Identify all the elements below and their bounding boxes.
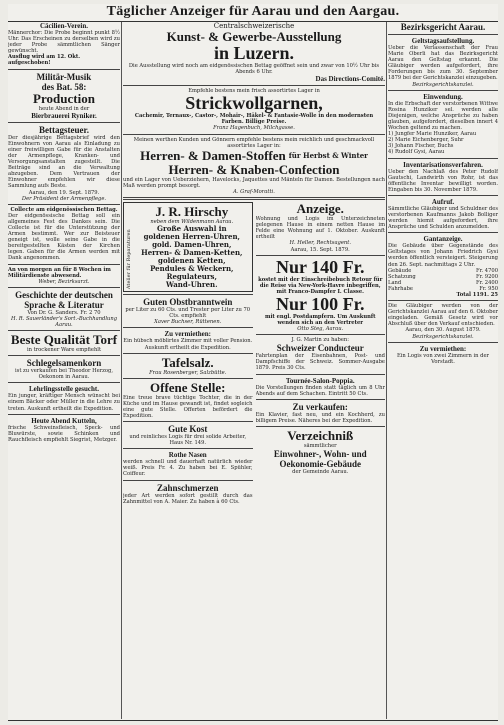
heirs-list-item: 4) Rudolf Gysi, Aarau <box>388 149 445 156</box>
anzeige-body: Wohnung und Logis im Unterzeichneten gelegenen Hause in einem netten Hause im Felde eine Wohnung auf 1. Oktober. Auskunft ertheilt <box>255 216 385 241</box>
tafelsalz-title: Tafelsalz. <box>161 354 214 370</box>
masthead: Täglicher Anzeiger für Aarau und den Aargau. <box>106 4 400 19</box>
aufruf-body: Sämmtliche Gläubiger und Schuldner des verstorbenen Kaufmanns Jakob Bolliger werden hiemit aufgefordert, ihre Ansprüche und Schulden anzumelden. <box>388 205 498 231</box>
hirschy-side: Atelier für Reparaturen <box>126 229 132 290</box>
gant-table-cell: Fr. 9200 <box>475 273 498 280</box>
kutteln-title: Heute Abend Kutteln, <box>31 416 97 425</box>
bezirk-title: Bezirksgericht Aarau. <box>400 22 486 32</box>
column-divider <box>121 22 122 719</box>
expo-body: Die Ausstellung wird noch am eidgenössischen Bettag geöffnet sein und zwar von 10½ Uhr bis Abends 6 Uhr. <box>128 63 380 76</box>
gelt-sign: Bezirksgerichtskanzlei. <box>412 81 474 88</box>
heirs-list <box>388 131 498 155</box>
newspaper-page <box>8 4 498 721</box>
herren-sign: A. Graf-Moratti. <box>233 188 275 195</box>
confirm-sign: Bezirksgerichtskanzlei. <box>412 333 474 340</box>
erbschaft-title: Einwendung. <box>423 92 463 101</box>
zahnschmerz-title: Zahnschmerzen <box>157 482 219 493</box>
gant-table-cell: Fr. 4700 <box>475 267 498 274</box>
schlegel-body: ist zu verkaufen bei Theodor Herzog, Oekonom in Aarau. <box>15 368 113 381</box>
obstwein-body: per Liter zu 60 Cts. und Trester per Liter zu 70 Cts. empfiehlt <box>125 307 251 320</box>
bottom-rule <box>8 720 498 721</box>
verkaufen-title: Zu verkaufen: <box>292 401 348 412</box>
hirschy-list-item: Wand-Uhren. <box>166 280 218 290</box>
bettag-body: Der diesjährige Bettagsbrief wird den Einwohnern von Aarau als Einladung zu einer freiwilligen Gabe für die Anstalten der Armenpflege, Kranken- und Versorgungsanstalten zugestellt. Die Beiträge sind an die Verwaltung abzugeben. Dem Vertrauen der Einwohner empfehlen wir diese Sammlung aufs Beste. <box>8 134 120 190</box>
hirschy-list-item: Große Auswahl in <box>157 224 227 234</box>
lehrling-body: Ein junger, kräftiger Mensch wünscht bei einem Bäcker oder Müller in die Lehre zu treten. Auskunft ertheilt die Expedition. <box>8 393 120 412</box>
strick-intro: Empfehle bestens mein frisch assortirtes Lager in <box>188 88 320 95</box>
anzeige-place: Aarau, 15. Sept. 1879. <box>290 246 350 253</box>
hirschy-list-item: Herren- & Damen-Ketten, <box>141 248 243 258</box>
gant-table-cell: Fr. 950 <box>479 285 498 292</box>
militaer-title: Militär-Musik <box>36 71 92 82</box>
hirschy-list-item: goldenen Herren-Uhren, <box>143 232 240 242</box>
geschichte-pub: H. R. Sauerländer's Sort.-Buchhandlung Aarau. <box>10 315 118 328</box>
expo-title: Kunst- & Gewerbe-Ausstellung <box>166 29 342 44</box>
gant-title: Gantanzeige. <box>423 235 463 244</box>
strick-sign: Franz Hagenbuch, Milchgasse. <box>213 125 295 132</box>
confirm-body: Die Gläubiger werden von der Gerichtskanzlei Aarau auf den 6. Oktober eingeladen. Gemäß Gesetz wird vor Abschluß über den Verkauf entschieden. <box>388 303 498 328</box>
column-divider <box>386 22 387 719</box>
obstwein-sign: Xaver Buchser, Rüttenen. <box>154 319 222 326</box>
column-center <box>123 22 385 719</box>
expo-head: Centralschweizerische <box>213 22 295 30</box>
anzeige-title: Anzeige. <box>296 202 344 217</box>
caecilien-note: Ausflug wird am 12. Okt. aufgeschoben! <box>8 54 81 67</box>
stelle-body: Eine treue brave tüchtige Tochter, die in der Küche und im Hause gewandt ist, findet sogleich eine gute Stelle. Offerten befördert die Expedition. <box>123 394 253 419</box>
torf-body: in trockener Ware empfiehlt <box>26 347 102 354</box>
hirschy-title: J. R. Hirschy <box>155 204 229 220</box>
gelt-title: Geltstagsaufstellung. <box>411 37 475 45</box>
hirschy-list-item: gold. Damen-Uhren, <box>152 240 232 250</box>
collecte-title: Collecte am eidgenössischen Bettag. <box>10 206 118 213</box>
heirs-list-item: 1) Jungfer Marie Hunziker, Aarau <box>388 131 477 138</box>
inventar-title: Inventarisationsverfahren. <box>403 160 483 169</box>
torf-title: Beste Qualität Torf <box>10 332 118 348</box>
hirschy-list-item: Regulateurs, <box>166 272 217 282</box>
schweizer-title: Schweizer Conducteur <box>276 343 364 354</box>
fr140-body: kostet mit der Einschreibebuch Retour für die Reise via New-York-Havre inbegriffen, mit Franco-Dampfer I. Classe. <box>258 276 383 295</box>
confirm-place: Aarau, den 30. August 1879. <box>405 327 481 334</box>
herren-title: Herren- & Damen-Stoffen <box>140 147 286 163</box>
hirschy-sub: neben dem Wildenmann Aarau. <box>150 219 234 226</box>
strick-body: Cachemir, Ternaux-, Castor-, Mohair-, Häkel- & Fantasie-Wolle in den modernsten Farben. Billige Preise. <box>134 113 374 126</box>
schlegel-title: Schlegelsamenkorn <box>26 358 102 369</box>
kutteln-body: frische Schweinsfleisch, Speck- und Bluwürste, sowie Schinken und Rauchfleisch empfiehlt Siegrist, Metzger. <box>8 424 120 443</box>
stelle-title: Offene Stelle: <box>150 379 226 395</box>
rote-nasen-title: Rothe Nasen <box>168 451 207 460</box>
gant-table <box>388 268 498 292</box>
gant-table-cell: Schatzung <box>388 273 416 280</box>
zimmer-body: Ein Logis von zwei Zimmern in der Vorstadt. <box>396 352 490 365</box>
bettag-sign: Der Präsident der Armenpflege. <box>21 195 107 202</box>
verzeichnis-title: Verzeichniß <box>287 427 354 443</box>
gant-table-cell: Fahrhabe <box>388 285 413 292</box>
hirschy-list-item: Pendules & Weckern, <box>150 264 234 274</box>
confection-title: Herren- & Knaben-Confection <box>168 161 340 177</box>
caecilien-body: Männerchor: Die Probe beginnt punkt 8½ Uhr. Das Erscheinen zu derselben wird zu jeder Probe sämmtlichen Sänger gewünscht. <box>8 30 120 55</box>
erbschaft-body: In die Erbschaft der verstorbenen Wittwe Rosina Hunziker sel. werden alle Diejenigen, welche Ansprüche zu haben glauben, aufgefordert, dieselben innert 4 Wochen geltend zu machen. <box>388 100 498 132</box>
herren-side: für Herbst & Winter <box>288 150 368 160</box>
fr100-sign: Otto Steg, Aarau. <box>297 326 344 333</box>
anzeige-sign: H. Heller, Rechtsagent. <box>289 240 352 247</box>
bettag-place: Aarau, den 19. Sept. 1879. <box>28 189 100 196</box>
schweizer-body: Fahrtenplan der Eisenbahnen, Post- und Dampfschiffe der Schweiz. Sommer-Ausgabe 1879. Preis 30 Cts. <box>255 353 385 372</box>
gelt-body: Ueber die Verlassenschaft der Frau Marie Oberli hat das Bezirksgericht Aarau den Geltstag erkannt. Die Gläubiger werden aufgefordert, ihre Forderungen bis zum 30. September 1879 bei der Gerichtskanzlei einzugeben. <box>388 45 498 82</box>
herren-intro: Meinen werthen Kunden und Gönnern empfehle bestens mein reichlich und geschmackvoll assortirtes Lager in: <box>133 136 375 149</box>
obstwein-title: Guten Obstbranntwein <box>143 297 233 308</box>
gant-total: Total 1191. 25 <box>456 292 498 298</box>
vermieten-body: Ein hübsch möblirtes Zimmer mit voller Pension. Auskunft ertheilt die Expedition. <box>123 338 253 351</box>
tafelsalz-body: Frau Rosenberger, Salzbütte. <box>149 369 227 376</box>
rote-nasen-body: werden schnell und dauerhaft natürlich wieder weiß. Preis Fr. 4. Zu haben bei E. Spühler, Coiffeur. <box>123 459 253 478</box>
heirs-list-item: 3) Johann Fischer, Buchs <box>388 143 454 150</box>
hirschy-list <box>134 225 249 289</box>
production-when: heute Abend in der <box>38 105 90 112</box>
column-right <box>388 22 498 719</box>
strick-title: Strickwollgarnen, <box>185 93 323 114</box>
tournee-title: Tournée-Salon-Poppia. <box>285 376 355 385</box>
tournee-body: Die Vorstellungen finden statt täglich um 8 Uhr Abends auf dem Schachen. Eintritt 50 Cts. <box>255 384 385 397</box>
militaer-sub: des Bat. 58: <box>41 81 87 92</box>
caecilien-title: Cäcilien-Verein. <box>39 22 89 30</box>
geschichte-title: Geschichte der deutschen Sprache & Literatur <box>15 289 113 310</box>
expo-sign: Das Directions-Comité. <box>315 75 385 84</box>
gant-table-cell: Fr. 2400 <box>475 279 498 286</box>
bettag-title: Bettagsteuer. <box>39 124 89 135</box>
column-left <box>8 22 120 719</box>
collecte-body: Der eidgenössische Bettag soll ein allgemeines Fest des Dankes sein. Die Collecte ist für die Unterstützung der Armen bestimmt. Wer zur Beisteuer geneigt ist, wolle seine Gabe in die bereitgestellten Kästen der Kirchen legen. Gaben für die Armen werden mit Dank angenommen. <box>8 212 120 262</box>
inventar-body: Ueber den Nachlaß des Peter Rudolf Gautschi, Landwirth von Rohr, ist das öffentliche Inventar bewilligt worden. Eingaben bis 30. November 1879. <box>388 168 498 193</box>
fr100-title: Nur 100 Fr. <box>275 293 365 314</box>
production-heading: Production <box>33 90 95 106</box>
hirschy-list-item: goldenen Ketten, <box>158 256 226 266</box>
martin-line: J. G. Martin zu haben: <box>291 337 349 344</box>
zahnschmerz-body: jeder Art werden sofort gestillt durch das Zahnmittel von A. Maier. Zu haben à 60 Cts. <box>123 492 253 505</box>
verzeichnis-body: sämmtlicher <box>303 442 337 449</box>
kost-body: und reinliches Logis für drei solide Arbeiter, Haus Nr. 149. <box>129 434 247 447</box>
gant-body: Die Gebäude über Gegenstände des Geltstages von Johann Friedrich Gysi werden öffentlich versteigert. Steigerung den 26. Sept. nachmittags 2 Uhr. <box>388 243 498 268</box>
expo-city: in Luzern. <box>213 43 294 63</box>
zimmer-title: Zu vermiethen: <box>419 344 467 353</box>
vermieten-title: Zu vermiethen: <box>164 330 211 339</box>
aufruf-title: Aufruf. <box>431 197 455 206</box>
fr100-body: mit engl. Postdampfern. Um Auskunft wenden sich an den Vertreter <box>264 313 376 326</box>
verkaufen-body: Ein Klavier, fast neu, und ein Kochherd, zu billigem Preise. Näheres bei der Expedition. <box>255 411 385 424</box>
gant-table-cell: Gebäude <box>388 267 412 274</box>
fr140-title: Nur 140 Fr. <box>275 256 365 277</box>
notice-small: An von morgen an für 8 Wochen im Militärdienste abwesend. <box>8 266 111 279</box>
geschichte-by: Von Dr. G. Sanders. Fr. 2 70 <box>27 309 101 316</box>
oekonomie-title: Einwohner-, Wohn- und Oekonomie-Gebäude <box>273 449 367 469</box>
oekonomie-place: der Gemeinde Aarau. <box>292 469 349 475</box>
production-where: Bierbrauerei Ryniker. <box>31 111 97 120</box>
gant-table-cell: Land <box>388 279 402 286</box>
herren-body: und ein Lager von Ueberziehern, Havelocks, Jaquettes und Mänteln für Damen. Bestellungen nach Maß werden prompt besorgt. <box>123 176 385 189</box>
weber-sign: Weber, Bezirksarzt. <box>38 278 90 285</box>
kost-title: Gute Kost <box>168 424 208 435</box>
heirs-list-item: 2) Marie Eichenberger, Suhr <box>388 137 464 144</box>
lehrling-title: Lehrlingsstelle gesucht. <box>29 385 99 394</box>
